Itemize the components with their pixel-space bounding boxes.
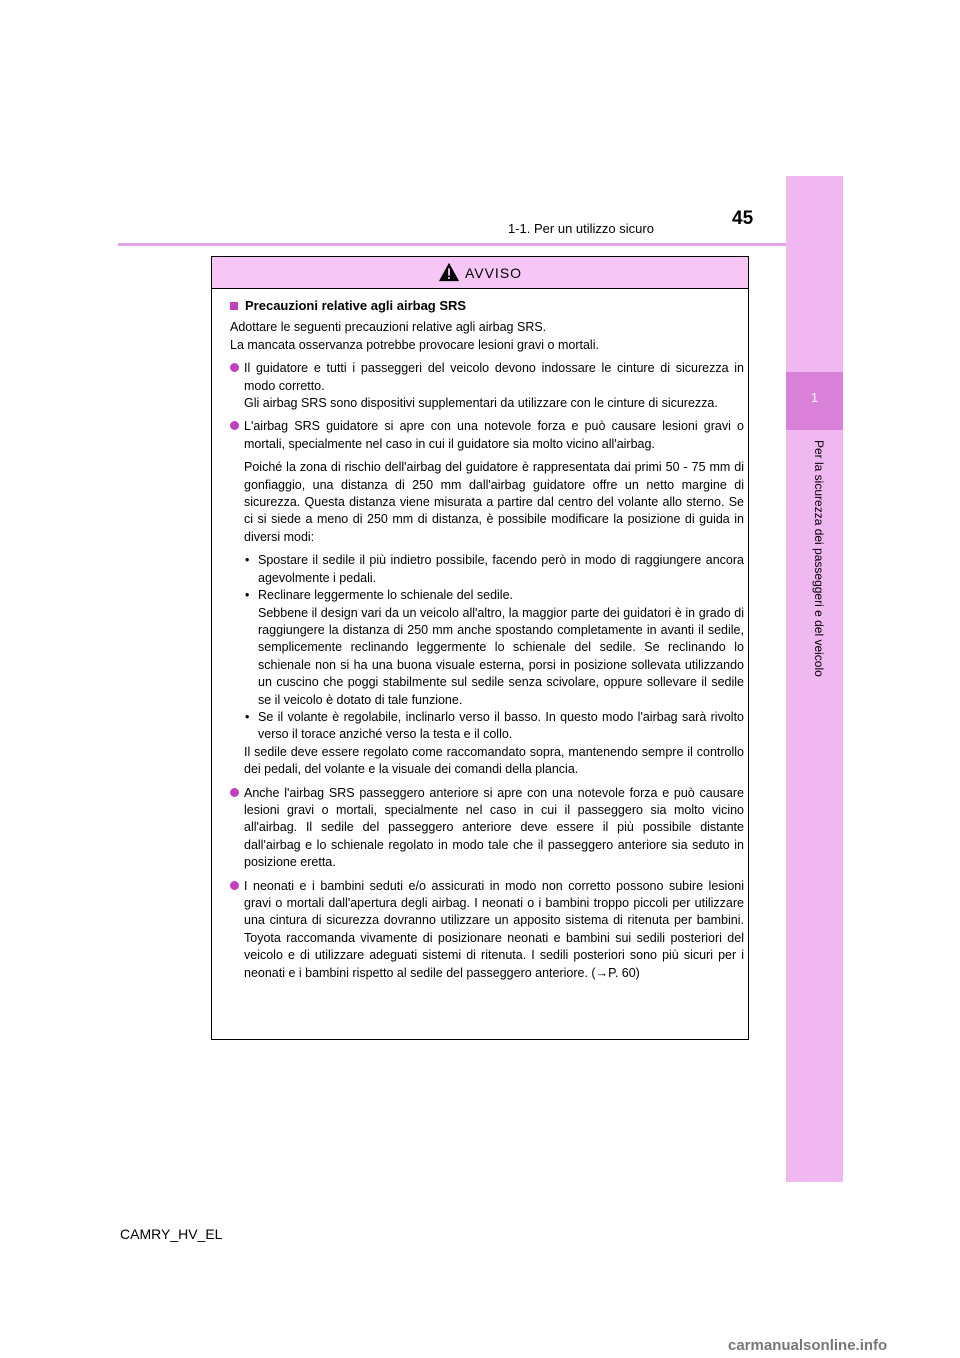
dash-bullet-icon: • bbox=[245, 553, 250, 568]
warning-title: AVVISO bbox=[464, 264, 523, 281]
square-bullet-icon bbox=[230, 302, 238, 310]
warning-content bbox=[230, 297, 744, 988]
watermark-link[interactable]: carmanualsonline.info bbox=[728, 1337, 888, 1354]
dash-item-text: Spostare il sedile il più indietro possibile, facendo però in modo di raggiungere ancora agevolmente i pedali. bbox=[258, 553, 744, 585]
dash-item-text: Se il volante è regolabile, inclinarlo verso il basso. In questo modo l'airbag sarà rivolto verso il torace anziché verso la testa e il collo. bbox=[258, 709, 744, 742]
detail-text: Poiché la zona di rischio dell'airbag del guidatore è rappresentata dai primi 50 - 75 mm di gonfiaggio, una distanza di 250 mm dall'airbag guidatore offre un netto margine di sicurezza. Questa distanza viene misurata a partire dal centro del volante allo sterno. Se ci si siede a meno di 250 mm di distanza, è possibile modificare la posizione di guida in diversi modi: bbox=[244, 460, 744, 544]
chapter-number: 1 bbox=[810, 390, 819, 405]
dash-list bbox=[230, 552, 744, 743]
list-item bbox=[230, 878, 744, 982]
list-item bbox=[230, 785, 744, 872]
dash-bullet-icon: • bbox=[245, 709, 250, 724]
dash-item bbox=[230, 709, 744, 744]
list-item bbox=[230, 360, 744, 412]
intro-text: Adottare le seguenti precauzioni relative agli airbag SRS. La mancata osservanza potrebbe provocare lesioni gravi o mortali. bbox=[230, 320, 599, 352]
header-rule bbox=[118, 243, 842, 246]
list-item-text: Il guidatore e tutti i passeggeri del veicolo devono indossare le cinture di sicurezza in modo corretto. Gli airbag SRS sono dispositivi supplementari da utilizzare con le cinture di sicurezza. bbox=[244, 361, 744, 411]
circle-bullet-icon bbox=[230, 788, 239, 797]
dash-bullet-icon: • bbox=[245, 588, 250, 603]
circle-bullet-icon bbox=[230, 363, 239, 372]
dash-item bbox=[230, 552, 744, 587]
list-item-text: I neonati e i bambini seduti e/o assicurati in modo non corretto possono subire lesioni gravi o mortali dall'apertura degli airbag. I neonati o i bambini troppo piccoli per utilizzare una cintura di sicurezza dovranno utilizzare un apposito sistema di ritenuta per bambini. Toyota raccomanda vivamente di posizionare neonati e bambini sui sedili posteriori del veicolo e di utilizzare adeguati sistemi di ritenuta. I sedili posteriori sono più sicuri per i neonati e i bambini rispetto al sedile del passeggero anteriore. (→P. 60) bbox=[244, 878, 744, 980]
list-item-text: Anche l'airbag SRS passeggero anteriore si apre con una notevole forza e può causare lesioni gravi o mortali, specialmente nel caso in cui il passeggero sia molto vicino all'airbag. Il sedile del passeggero anteriore deve essere il più possibile distante dall'airbag e lo schienale regolato in modo tale che il passeggero anteriore sia seduto in posizione eretta. bbox=[244, 785, 744, 870]
dash-item bbox=[230, 587, 744, 604]
section-heading bbox=[230, 297, 744, 314]
list-item-text: L'airbag SRS guidatore si apre con una notevole forza e può causare lesioni gravi o mortali, specialmente nel caso in cui il guidatore sia molto vicino all'airbag. bbox=[244, 419, 744, 451]
closing-text: Il sedile deve essere regolato come raccomandato sopra, mantenendo sempre il controllo dei pedali, del volante e la visuale dei comandi della plancia. bbox=[244, 744, 744, 777]
chapter-label: Per la sicurezza dei passeggeri e del veicolo bbox=[812, 440, 826, 677]
list-item bbox=[230, 418, 744, 453]
circle-bullet-icon bbox=[230, 881, 239, 890]
dash-item-text: Reclinare leggermente lo schienale del sedile. bbox=[258, 588, 514, 603]
page-number: 45 bbox=[732, 208, 754, 229]
section-title: 1-1. Per un utilizzo sicuro bbox=[508, 221, 654, 236]
doc-code: CAMRY_HV_EL bbox=[120, 1226, 223, 1242]
circle-bullet-icon bbox=[230, 421, 239, 430]
warning-box bbox=[211, 256, 749, 1040]
dash-item-continuation: Sebbene il design vari da un veicolo all'altro, la maggior parte dei guidatori è in grado di raggiungere la distanza di 250 mm anche spostando completamente in avanti il sedile, semplicemente reclinando leggermente lo schienale del sedile. Se reclinando lo schienale non si ha una buona visuale esterna, porsi in posizione sollevata utilizzando un cuscino che poggi stabilmente sul sedile senza scivolare, oppure sollevare il sedile se il veicolo è dotato di tale funzione. bbox=[258, 605, 744, 707]
warning-triangle-icon bbox=[438, 261, 460, 283]
warning-header bbox=[212, 257, 748, 289]
section-heading-text: Precauzioni relative agli airbag SRS bbox=[245, 298, 467, 313]
